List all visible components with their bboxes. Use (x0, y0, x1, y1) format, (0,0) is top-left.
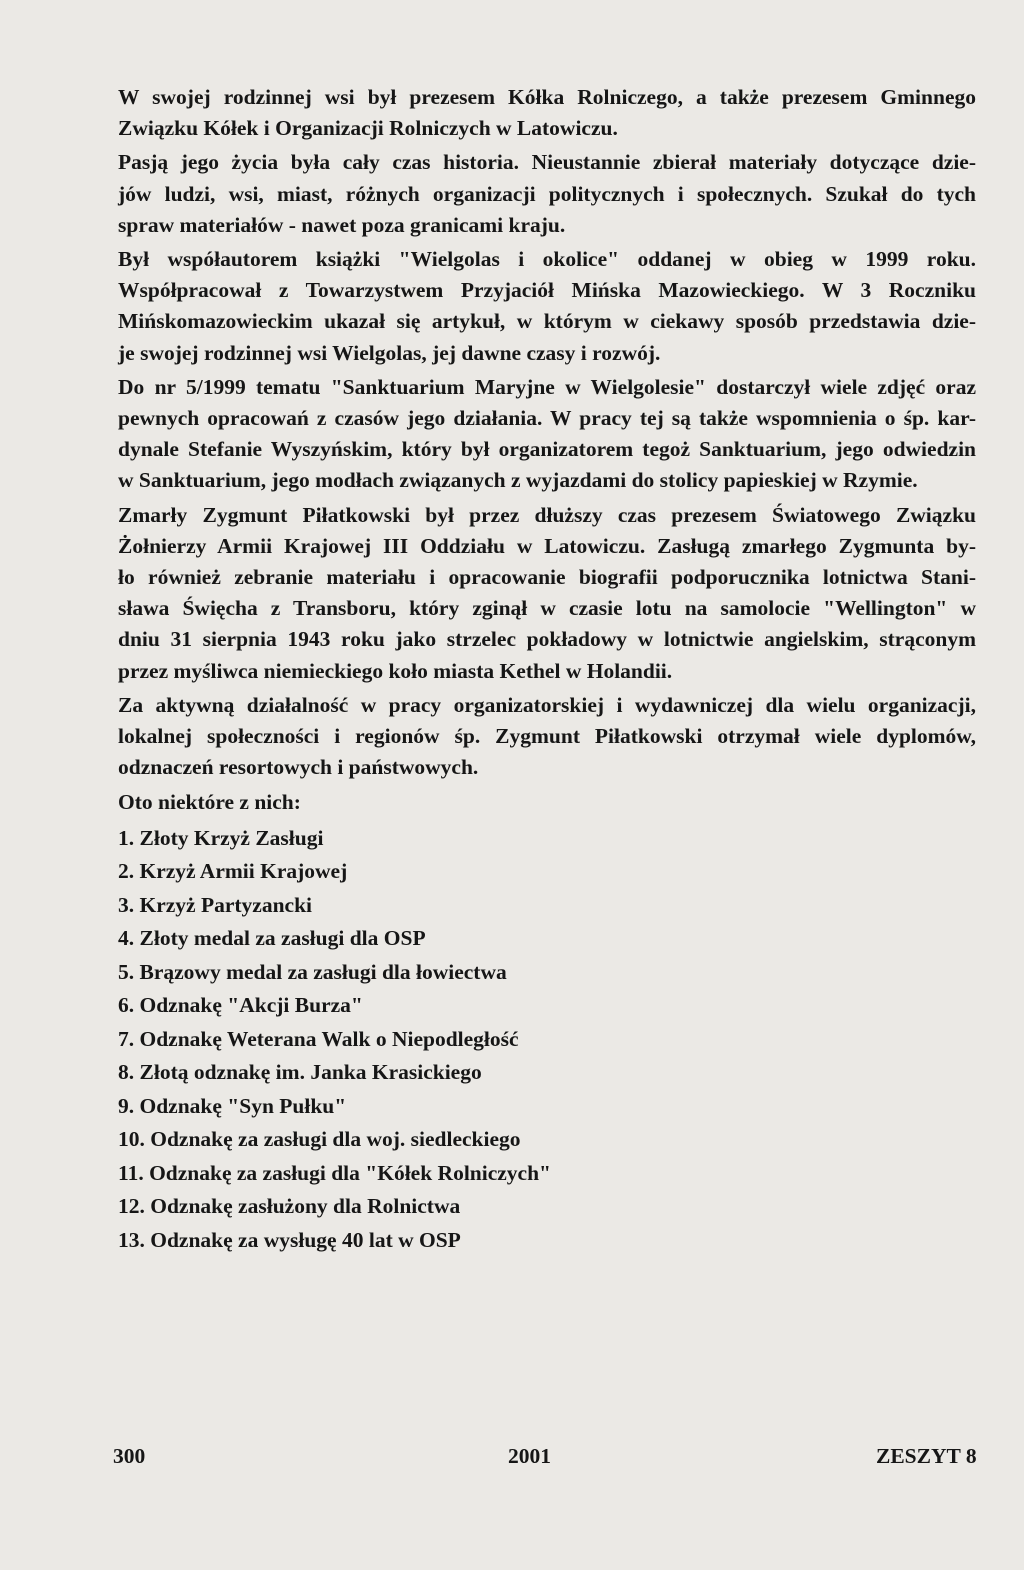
text-line: dniu 31 sierpnia 1943 roku jako strzelec pokładowy w lotnictwie angielskim, strąconym (118, 627, 976, 652)
text-line: jów ludzi, wsi, miast, różnych organizacji politycznych i społecznych. Szukał do tych (118, 181, 976, 206)
publication-year: 2001 (508, 1444, 551, 1468)
award-item: 12. Odznakę zasłużony dla Rolnictwa (118, 1194, 461, 1219)
text-line: pewnych opracowań z czasów jego działania. W pracy tej są także wspomnienia o śp. kar- (118, 406, 976, 431)
text-line: przez myśliwca niemieckiego koło miasta Kethel w Holandii. (118, 658, 673, 683)
paragraph (118, 690, 976, 784)
paragraph (118, 82, 976, 144)
article-body (118, 82, 976, 1257)
text-line: Do nr 5/1999 tematu "Sanktuarium Maryjne w Wielgolesie" dostarczył wiele zdjęć oraz (118, 374, 976, 399)
award-item: 6. Odznakę "Akcji Burza" (118, 993, 363, 1018)
text-line: dynale Stefanie Wyszyńskim, który był organizatorem tegoż Sanktuarium, jego odwiedzin (118, 437, 976, 462)
text-line: Związku Kółek i Organizacji Rolniczych w Latowiczu. (118, 116, 618, 141)
text-line: sława Święcha z Transboru, który zginął w czasie lotu na samolocie "Wellington" w (118, 596, 976, 621)
text-line: lokalnej społeczności i regionów śp. Zygmunt Piłatkowski otrzymał wiele dyplomów, (118, 724, 976, 749)
text-line: W swojej rodzinnej wsi był prezesem Kółka Rolniczego, a także prezesem Gminnego (118, 85, 976, 109)
award-item: 10. Odznakę za zasługi dla woj. siedleckiego (118, 1127, 521, 1152)
text-line: Za aktywną działalność w pracy organizatorskiej i wydawniczej dla wielu organizacji, (118, 692, 976, 717)
award-item: 13. Odznakę za wysługę 40 lat w OSP (118, 1227, 461, 1252)
issue-label: ZESZYT 8 (876, 1444, 977, 1468)
award-item: 11. Odznakę za zasługi dla "Kółek Rolniczych" (118, 1160, 551, 1185)
text-line: spraw materiałów - nawet poza granicami kraju. (118, 212, 566, 237)
list-intro: Oto niektóre z nich: (118, 790, 301, 815)
text-line: je swojej rodzinnej wsi Wielgolas, jej dawne czasy i rozwój. (118, 340, 661, 365)
text-line: odznaczeń resortowych i państwowych. (118, 755, 479, 780)
award-item: 2. Krzyż Armii Krajowej (118, 859, 348, 884)
award-item: 1. Złoty Krzyż Zasługi (118, 825, 324, 850)
text-line: Współpracował z Towarzystwem Przyjaciół Mińska Mazowieckiego. W 3 Roczniku (118, 278, 976, 303)
text-line: Był współautorem książki "Wielgolas i okolice" oddanej w obieg w 1999 roku. (118, 247, 976, 272)
text-line: Żołnierzy Armii Krajowej III Oddziału w Latowiczu. Zasługą zmarłego Zygmunta by- (118, 533, 976, 558)
text-line: Zmarły Zygmunt Piłatkowski był przez dłuższy czas prezesem Światowego Związku (118, 502, 976, 527)
text-line: Mińskomazowieckim ukazał się artykuł, w którym w ciekawy sposób przedstawia dzie- (118, 309, 976, 334)
paragraph (118, 147, 976, 241)
paragraph (118, 244, 976, 369)
award-item: 9. Odznakę "Syn Pułku" (118, 1093, 347, 1118)
award-item: 3. Krzyż Partyzancki (118, 892, 313, 917)
text-line: w Sanktuarium, jego modłach związanych z wyjazdami do stolicy papieskiej w Rzymie. (118, 468, 918, 493)
award-item: 4. Złoty medal za zasługi dla OSP (118, 926, 426, 951)
text-line: Pasją jego życia była cały czas historia. Nieustannie zbierał materiały dotyczące dzie- (118, 150, 976, 175)
paragraph (118, 372, 976, 497)
awards-list (118, 822, 976, 1258)
paragraph (118, 500, 976, 687)
award-item: 7. Odznakę Weterana Walk o Niepodległość (118, 1026, 519, 1051)
text-line: ło również zebranie materiału i opracowanie biografii podporucznika lotnictwa Stani- (118, 565, 976, 590)
page-number: 300 (113, 1444, 146, 1468)
award-item: 5. Brązowy medal za zasługi dla łowiectwa (118, 959, 507, 984)
page-footer (0, 1444, 1024, 1478)
award-item: 8. Złotą odznakę im. Janka Krasickiego (118, 1060, 482, 1085)
